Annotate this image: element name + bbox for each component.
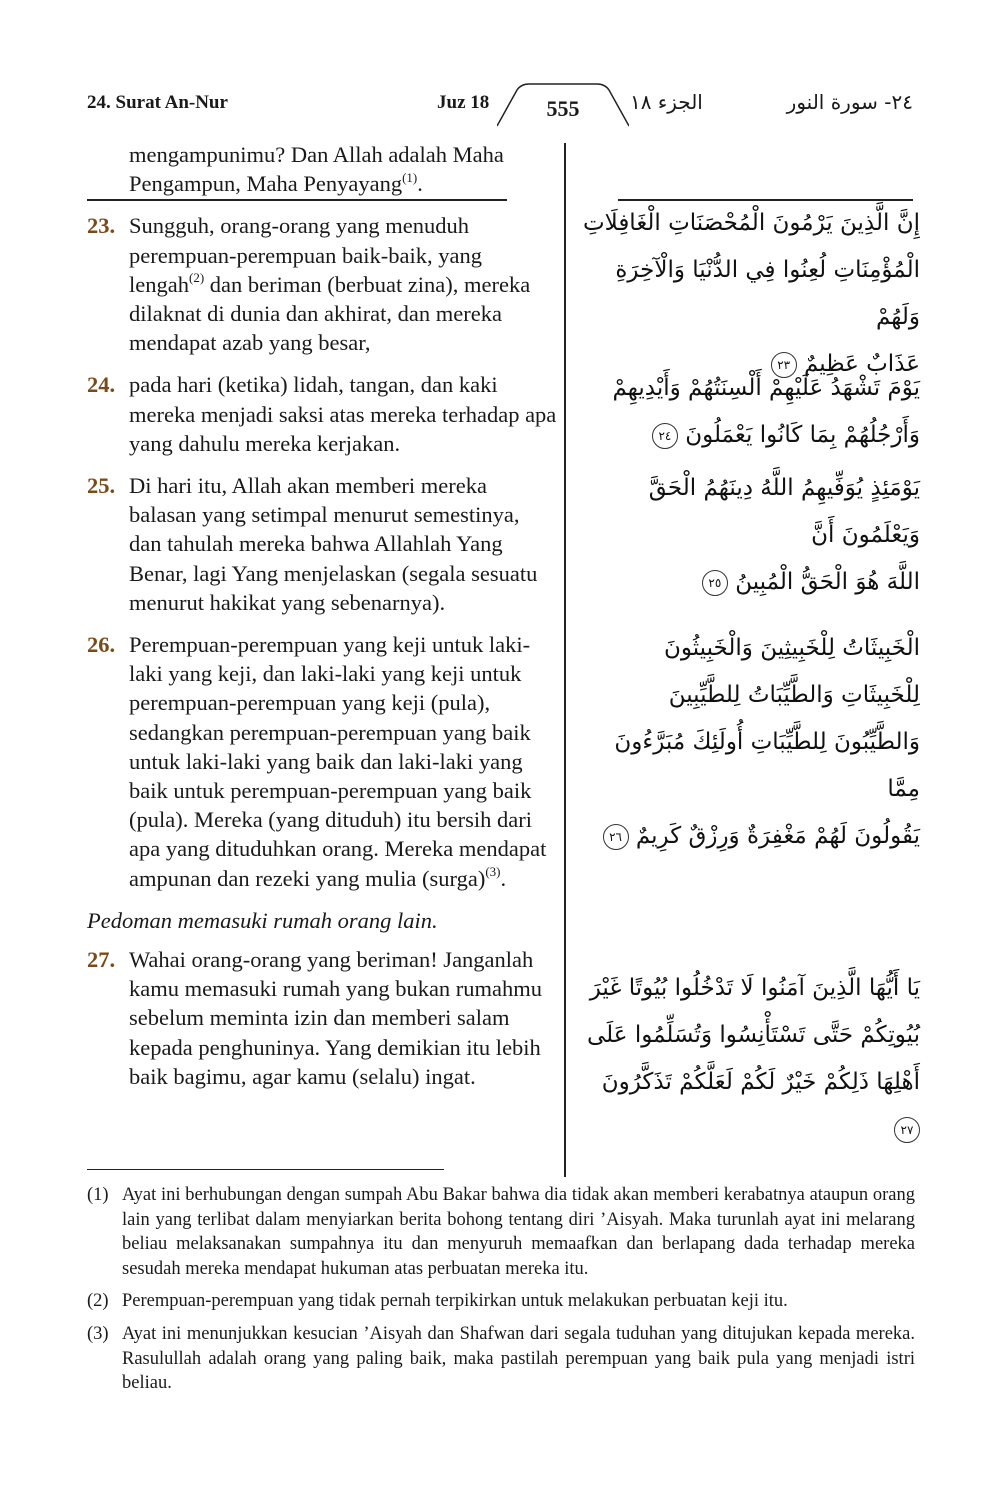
footnote-1: (1) Ayat ini berhubungan dengan sumpah Abu Bakar bahwa dia tidak akan memberi kerabatnya ataupun orang lain yang terlibat dalam menyiarkan berita bohong tentang diri ’Aisyah. Maka turunlah ayat ini melarang beliau melaksanakan sumpahnya itu dan menyuruh memaafkan dan berlapang dada terhadap mereka sesudah mereka mendapat hukuman atas perbuatan mereka itu. bbox=[87, 1185, 915, 1279]
footnote-ref[interactable]: (1) bbox=[402, 169, 418, 185]
page-number-tab bbox=[497, 82, 629, 124]
footnote-2: (2) Perempuan-perempuan yang tidak pernah terpikirkan untuk melakukan perbuatan keji itu. bbox=[87, 1289, 915, 1314]
verse-number: 23. bbox=[87, 213, 116, 239]
ayah-end-marker: ٢٤ bbox=[652, 423, 678, 449]
footnote-number: (1) bbox=[87, 1185, 109, 1205]
arabic-verse-23: إِنَّ الَّذِينَ يَرْمُونَ الْمُحْصَنَاتِ الْغَافِلَاتِ الْمُؤْمِنَاتِ لُعِنُوا فِي الدُّنْيَا وَالْآخِرَةِ وَلَهُمْ عَذَابٌ عَظِيمٌ ٢٣ bbox=[582, 210, 920, 377]
page-header bbox=[0, 78, 1000, 128]
verse-27: 27. Wahai orang-orang yang beriman! Janganlah kamu memasuki rumah yang bukan rumahmu sebelum meminta izin dan memberi salam kepada penghuninya. Yang demikian itu lebih baik bagimu, agar kamu (selalu) ingat. bbox=[87, 947, 543, 1089]
juz-label-latin: Juz 18 bbox=[437, 92, 490, 113]
verse-number: 24. bbox=[87, 372, 116, 398]
footnotes bbox=[87, 1183, 915, 1404]
footnote-ref[interactable]: (2) bbox=[188, 270, 205, 286]
ayah-end-marker: ٢٥ bbox=[702, 570, 728, 596]
footnote-number: (3) bbox=[87, 1323, 109, 1344]
page-number: 555 bbox=[546, 96, 580, 121]
footnote-ref[interactable]: (3) bbox=[485, 864, 501, 880]
footnote-3: (3) Ayat ini menunjukkan kesucian ’Aisyah dan Shafwan dari segala tuduhan yang ditujukan kepada mereka. Rasulullah adalah orang yang paling baik, maka pastilah perempuan yang baik pula yang menjadi istri beliau. bbox=[87, 1323, 915, 1394]
ayah-end-marker: ٢٦ bbox=[603, 824, 629, 850]
footnote-number: (2) bbox=[87, 1291, 109, 1312]
column-divider bbox=[564, 143, 566, 1177]
surah-title-latin: 24. Surat An-Nur bbox=[87, 92, 228, 113]
verse-26: 26. Perempuan-perempuan yang keji untuk laki-laki yang keji, dan laki-laki yang keji untuk perempuan-perempuan yang keji (pula), sedangkan perempuan-perempuan yang baik untuk laki-laki yang baik dan laki-laki yang baik untuk perempuan-perempuan yang baik (pula). Mereka (yang dituduh) itu bersih dari apa yang dituduhkan orang. Mereka mendapat ampunan dan rezeki yang mulia (surga)$^{(3)}$. bbox=[87, 632, 547, 891]
arabic-verse-26: الْخَبِيثَاتُ لِلْخَبِيثِينَ وَالْخَبِيثُونَ لِلْخَبِيثَاتِ وَالطَّيِّبَاتُ لِلطَّيِّبِينَ وَالطَّيِّبُونَ لِلطَّيِّبَاتِ أُولَئِكَ مُبَرَّءُونَ مِمَّا يَقُولُونَ لَهُمْ مَغْفِرَةٌ وَرِزْقٌ كَرِيمٌ ٢٦ bbox=[580, 625, 920, 860]
arabic-verse-24: يَوْمَ تَشْهَدُ عَلَيْهِمْ أَلْسِنَتُهُمْ وَأَيْدِيهِمْ وَأَرْجُلُهُمْ بِمَا كَانُوا يَعْمَلُونَ ٢٤ bbox=[612, 375, 920, 448]
verse-24: 24. pada hari (ketika) lidah, tangan, dan kaki mereka menjadi saksi atas mereka terhadap apa yang dahulu mereka kerjakan. bbox=[87, 372, 557, 456]
verse-number: 27. bbox=[87, 947, 116, 973]
verse-25: 25. Di hari itu, Allah akan memberi mereka balasan yang setimpal menurut semestinya, dan tahulah mereka bahwa Allahlah Yang Benar, lagi Yang menjelaskan (segala sesuatu menurut hakikat yang sebenarnya). bbox=[87, 473, 538, 615]
arabic-verse-25: يَوْمَئِذٍ يُوَفِّيهِمُ اللَّهُ دِينَهُمُ الْحَقَّ وَيَعْلَمُونَ أَنَّ اللَّهَ هُوَ الْحَقُّ الْمُبِينُ ٢٥ bbox=[648, 475, 920, 595]
verse-number: 25. bbox=[87, 473, 116, 499]
ayah-end-marker: ٢٧ bbox=[894, 1117, 920, 1143]
verse-23: 23. Sungguh, orang-orang yang menuduh perempuan-perempuan baik-baik, yang lengah$^{(2)}$ dan beriman (berbuat zina), mereka dilaknat di dunia dan akhirat, dan mereka mendapat azab yang besar, bbox=[87, 213, 531, 356]
translation-column bbox=[87, 140, 557, 1104]
surah-title-arabic: ٢٤- سورة النور bbox=[786, 90, 913, 114]
juz-label-arabic: الجزء ١٨ bbox=[630, 90, 703, 114]
ayah-end-marker: ٢٣ bbox=[771, 352, 797, 378]
footnote-separator bbox=[87, 1169, 444, 1170]
section-heading: Pedoman memasuki rumah orang lain. bbox=[87, 907, 438, 933]
continuation-text: mengampunimu? Dan Allah adalah Maha Pengampun, Maha Penyayang$^{(1)}$. bbox=[129, 142, 504, 197]
arabic-verse-27: يَا أَيُّهَا الَّذِينَ آمَنُوا لَا تَدْخُلُوا بُيُوتًا غَيْرَ بُيُوتِكُمْ حَتَّى تَسْتَأْنِسُوا وَتُسَلِّمُوا عَلَى أَهْلِهَا ذَلِكُمْ خَيْرٌ لَكُمْ لَعَلَّكُمْ تَذَكَّرُونَ ٢٧ bbox=[580, 965, 920, 1153]
verse-number: 26. bbox=[87, 632, 116, 658]
